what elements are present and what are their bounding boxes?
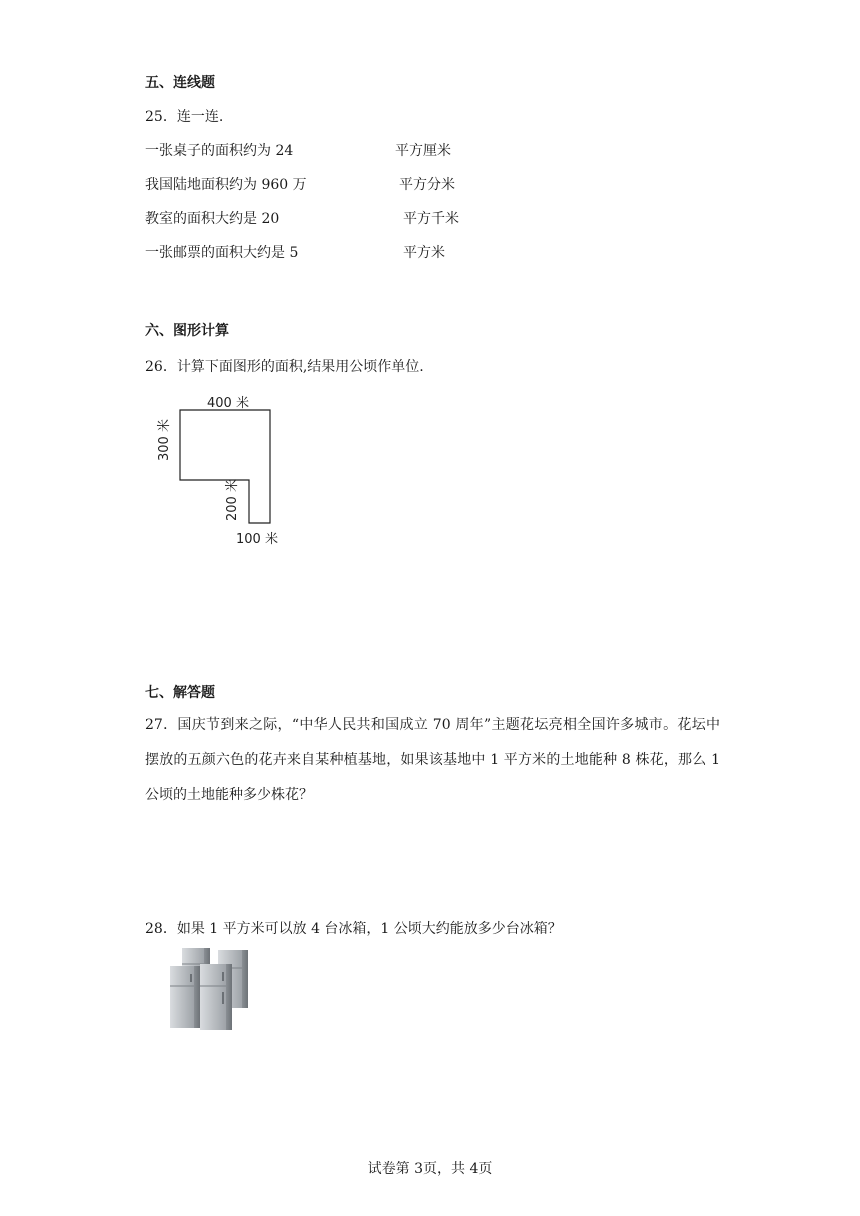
figure-label-left: 300 米 [157,419,172,461]
l-shape-figure [0,0,860,560]
q25-right-item-1: 平方厘米 [395,143,451,159]
question-25-stem: 25．连一连. [145,109,224,125]
figure-label-bottom: 100 米 [236,532,278,547]
section-heading-6: 六、图形计算 [145,323,229,339]
figure-label-inner: 200 米 [225,479,240,521]
q25-right-item-2: 平方分米 [399,177,455,193]
q25-right-item-3: 平方千米 [403,211,459,227]
q25-left-item-3: 教室的面积大约是 20 [145,211,280,227]
page-number: 试卷第 3页，共 4页 [367,1161,493,1177]
q25-right-item-4: 平方米 [403,245,445,261]
refrigerators-icon [160,944,255,1034]
q25-left-item-2: 我国陆地面积约为 960 万 [145,177,307,193]
q25-left-item-1: 一张桌子的面积约为 24 [145,143,294,159]
question-26-stem: 26．计算下面图形的面积,结果用公顷作单位. [145,359,424,375]
section-heading-7: 七、解答题 [145,685,215,701]
figure-label-top: 400 米 [207,396,249,411]
question-28-text: 28．如果 1 平方米可以放 4 台冰箱，1 公顷大约能放多少台冰箱？ [145,921,562,937]
q25-left-item-4: 一张邮票的面积大约是 5 [145,245,299,261]
question-27-text: 27．国庆节到来之际，“中华人民共和国成立 70 周年”主题花坛亮相全国许多城市。花坛中摆放的五颜六色的花卉来自某种植基地，如果该基地中 1 平方米的土地能种 8 株花，那么 1 公顷的土地能种多少株花？ [145,717,720,803]
section-heading-5: 五、连线题 [145,75,215,91]
